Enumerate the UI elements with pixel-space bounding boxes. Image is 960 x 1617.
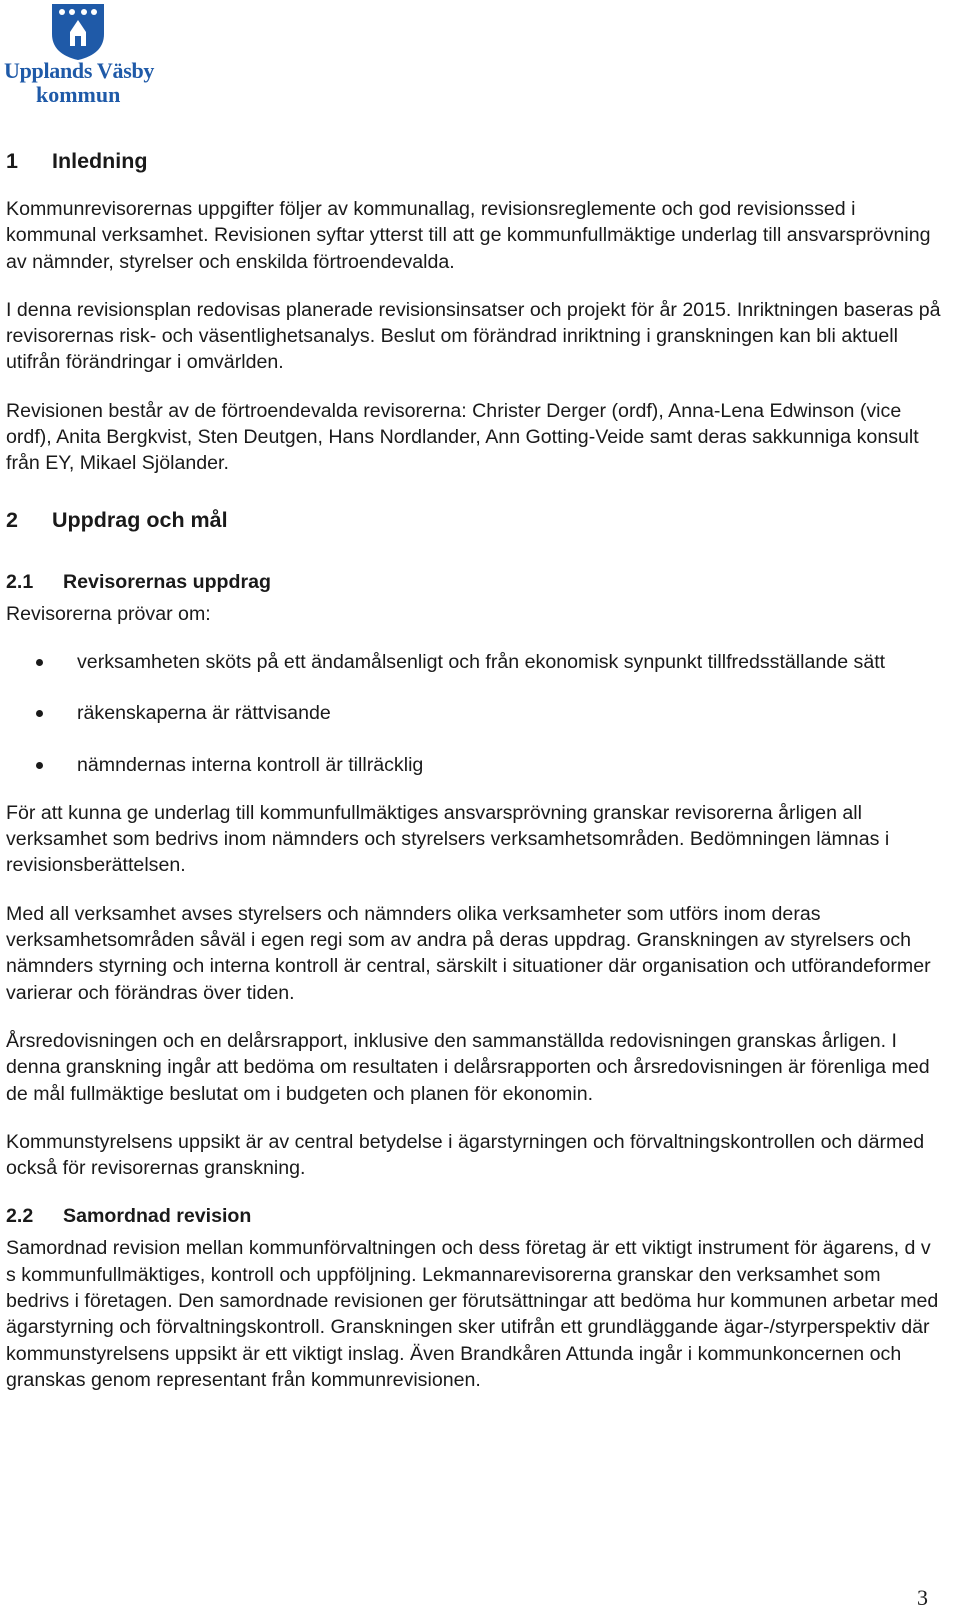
paragraph: Kommunrevisorernas uppgifter följer av kommunallag, revisionsreglemente och god revisionssed i kommunal verksamhet. Revisionen syftar ytterst till att ge kommunfullmäktige underlag till ansvarsprövning av nämnder, styrelser och enskilda förtroendevalda. — [6, 198, 931, 273]
heading-number: 2 — [6, 507, 18, 532]
list-item — [6, 752, 942, 778]
heading-title: Uppdrag och mål — [52, 507, 228, 532]
subheading-revisorernas-uppdrag — [6, 569, 942, 595]
bullet-icon — [36, 659, 43, 666]
paragraph: Revisorerna prövar om: — [6, 602, 211, 625]
bullet-list — [6, 649, 942, 778]
paragraph: Samordnad revision mellan kommunförvaltningen och dess företag är ett viktigt instrument för ägarens, d v s kommunfullmäktiges, kontroll och uppföljning. Lekmannarevisorerna granskar den verksamhet som bedrivs i företagen. Den samordnade revisionen ger förutsättningar att bedöma hur kommunen arbetar med ägarstyrning och förvaltningskontroll. Granskningen sker utifrån ett grundläggande ägar-/styrperspektiv där kommunstyrelsens uppsikt är ett viktigt inslag. Även Brandkåren Attunda ingår i kommunkoncernen och granskas genom representant från kommunrevisionen. — [6, 1237, 939, 1391]
paragraph: I denna revisionsplan redovisas planerade revisionsinsatser och projekt för år 2015. Inriktningen baseras på revisorernas risk- och väsentlighetsanalys. Beslut om förändrad inriktning i granskningen kan bli aktuell utifrån förändringar i omvärlden. — [6, 298, 941, 374]
paragraph: Årsredovisningen och en delårsrapport, inklusive den sammanställda redovisningen granskas årligen. I denna granskning ingår att bedöma om resultaten i delårsrapporten och årsredovisningen är förenliga med de mål fullmäktige beslutat om i budgeten och planen för ekonomin. — [6, 1029, 930, 1105]
subheading-title: Revisorernas uppdrag — [63, 570, 271, 593]
paragraph: Kommunstyrelsens uppsikt är av central betydelse i ägarstyrningen och förvaltningskontrollen och därmed också för revisorernas granskning. — [6, 1130, 925, 1180]
paragraph: För att kunna ge underlag till kommunfullmäktiges ansvarsprövning granskar revisorerna årligen all verksamhet som bedrivs inom nämnders och styrelsers verksamhetsområden. Bedömningen lämnas i revisionsberättelsen. — [6, 801, 890, 877]
heading-uppdrag-och-mal — [6, 507, 942, 533]
subheading-samordnad-revision — [6, 1203, 942, 1229]
list-item — [6, 649, 942, 675]
list-item — [6, 700, 942, 726]
subheading-title: Samordnad revision — [63, 1205, 252, 1228]
list-item-text: räkenskaperna är rättvisande — [77, 702, 331, 725]
logo-subtitle: kommun — [36, 82, 121, 107]
page-number: 3 — [917, 1585, 928, 1610]
list-item-text: verksamheten sköts på ett ändamålsenligt och från ekonomisk synpunkt tillfredsställande sätt — [77, 650, 886, 673]
paragraph: Med all verksamhet avses styrelsers och nämnders olika verksamheter som utförs inom deras verksamhetsområden såväl i egen regi som av andra på deras uppdrag. Granskningen av styrelsers och nämnders styrning och interna kontroll är central, särskilt i situationer där organisation och utförandeformer varierar och förändras över tiden. — [6, 902, 931, 1004]
logo-name: Upplands Väsby — [4, 58, 155, 83]
heading-title: Inledning — [52, 149, 148, 173]
subheading-number: 2.2 — [6, 1205, 34, 1228]
coat-of-arms-icon — [52, 4, 104, 60]
list-item-text: nämndernas interna kontroll är tillräcklig — [77, 753, 424, 776]
heading-inledning — [6, 148, 942, 174]
subheading-number: 2.1 — [6, 570, 34, 593]
document-body — [6, 148, 942, 1415]
bullet-icon — [36, 710, 43, 717]
heading-number: 1 — [6, 149, 18, 173]
bullet-icon — [36, 762, 43, 769]
paragraph: Revisionen består av de förtroendevalda revisorerna: Christer Derger (ordf), Anna-Lena Edwinson (vice ordf), Anita Bergkvist, Sten Deutgen, Hans Nordlander, Ann Gotting-Veide samt deras sakkunniga konsult från EY, Mikael Sjölander. — [6, 399, 919, 475]
